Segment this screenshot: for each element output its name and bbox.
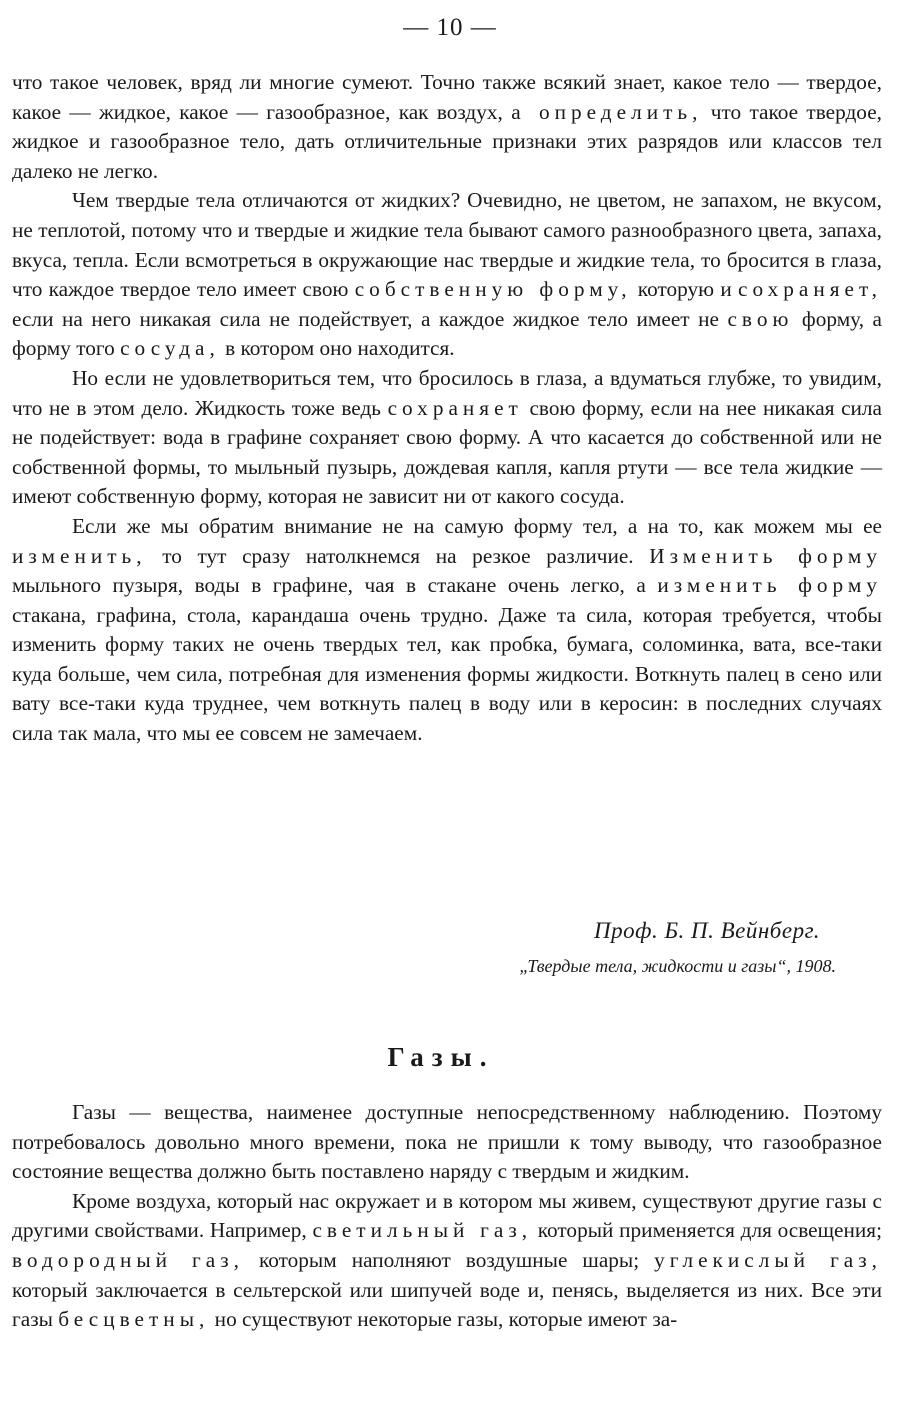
section-title: Газы.: [387, 1042, 495, 1072]
spaced-emphasis: собственную форму,: [354, 277, 632, 302]
paragraph-1-text-b: что такое твердое, жидкое и газообразное тело, дать отличительные признаки этих разрядов или классов тел далеко не легко.: [12, 99, 882, 183]
section-paragraph-2: [12, 1187, 882, 1335]
paragraph-4-text-c: мыльного пузыря, воды в графине, чая в стакане очень легко, а: [12, 573, 658, 598]
spaced-emphasis: Изменить форму: [649, 543, 882, 568]
paragraph-4-text-a: Если же мы обратим внимание не на самую форму тел, а на то, как можем мы ее: [72, 513, 882, 538]
spaced-emphasis: светильный газ,: [312, 1218, 533, 1243]
source-citation: „Твердые тела, жидкости и газы“, 1908.: [519, 956, 836, 976]
paragraph-2-text-c: если на него никакая сила не подействует, а каждое жидкое тело имеет не: [12, 306, 728, 331]
book-page: [12, 0, 882, 1404]
paragraph-2-text-b: которую и: [631, 277, 738, 302]
spaced-emphasis: свою: [727, 306, 794, 331]
paragraph-4: [12, 512, 882, 749]
paragraph-3-text-b: свою форму, если на нее никакая сила не подействует: вода в графине сохраняет свою форму. А что касается до собственной или не собственной формы, то мыльный пузырь, дождевая капля, капля ртути — все тела жидкие — имеют собственную форму, которая не зависит ни от какого сосуда.: [12, 395, 883, 509]
spaced-emphasis: сосуда,: [120, 336, 220, 361]
paragraph-3-text-a: Но если не удовлетвориться тем, что бросилось в глаза, а вдуматься глубже, то увидим, что не в этом дело. Жидкость тоже ведь: [12, 365, 882, 420]
author-signature: Проф. Б. П. Вейнберг.: [594, 918, 820, 943]
paragraph-4-text-d: стакана, графина, стола, карандаша очень трудно. Даже та сила, которая требуется, чтобы изменить форму таких не очень твердых тел, как пробка, бумага, соломинка, вата, все-таки куда больше, чем сила, потребная для изменения формы жидкости. Воткнуть палец в сено или вату все-таки куда труднее, чем воткнуть палец в воду или в керосин: в последних случаях сила так мала, что мы ее совсем не замечаем.: [12, 602, 882, 746]
section-paragraph-1: Газы — вещества, наименее доступные непосредственному наблюдению. Поэтому потребовалось довольно много времени, пока не пришли к тому выводу, что газообразное состояние вещества должно быть поставлено наряду с твердым и жидким.: [12, 1100, 882, 1184]
spaced-emphasis: сохраняет: [387, 395, 523, 420]
paragraph-2-text-a: Чем твердые тела отличаются от жидких? Очевидно, не цветом, не запахом, не вкусом, не теплотой, потому что и твердые и жидкие тела бывают самого разнообразного цвета, запаха, вкуса, тепла. Если всмотреться в окружающие нас твердые и жидкие тела, то бросится в глаза, что каждое твердое тело имеет свою: [12, 188, 882, 302]
paragraph-3: [12, 364, 882, 512]
section-paragraph-2-text-a: Кроме воздуха, который нас окружает и в котором мы живем, существуют другие газы с другими свойствами. Например,: [12, 1188, 882, 1243]
section-paragraph-2-text-e: но существуют некоторые газы, которые имеют за-: [209, 1307, 678, 1332]
paragraph-2-text-d: форму, а форму того: [12, 306, 882, 361]
spaced-emphasis: сохраняет,: [738, 277, 882, 302]
section-body: [12, 1098, 882, 1335]
spaced-emphasis: изменить форму: [657, 573, 882, 598]
paragraph-4-text-b: то тут сразу натолкнемся на резкое различие.: [146, 543, 650, 568]
article-body: [12, 68, 882, 749]
section-paragraph-2-text-c: которым наполняют воздушные шары;: [243, 1247, 655, 1272]
section-paragraph-2-text-d: который заключается в сельтерской или шипучей воде и, пенясь, выделяется из них. Все эти газы: [12, 1277, 882, 1332]
spaced-emphasis: изменить,: [12, 543, 147, 568]
spaced-emphasis: водородный газ,: [12, 1247, 244, 1272]
paragraph-2-text-e: в котором оно находится.: [219, 336, 455, 361]
spaced-emphasis: бесцветны,: [58, 1307, 210, 1332]
page-number: — 10 —: [403, 14, 497, 41]
paragraph-2: [12, 186, 882, 364]
paragraph-1: [12, 68, 882, 186]
spaced-emphasis: углекислый газ,: [654, 1247, 882, 1272]
paragraph-1-text-a: что такое человек, вряд ли многие сумеют. Точно также всякий знает, какое тело — твердое, какое — жидкое, какое — газообразное, как воздух,: [12, 70, 882, 124]
section-paragraph-2-text-b: который применяется для освещения;: [532, 1218, 882, 1243]
spaced-emphasis: а определить,: [511, 99, 703, 124]
